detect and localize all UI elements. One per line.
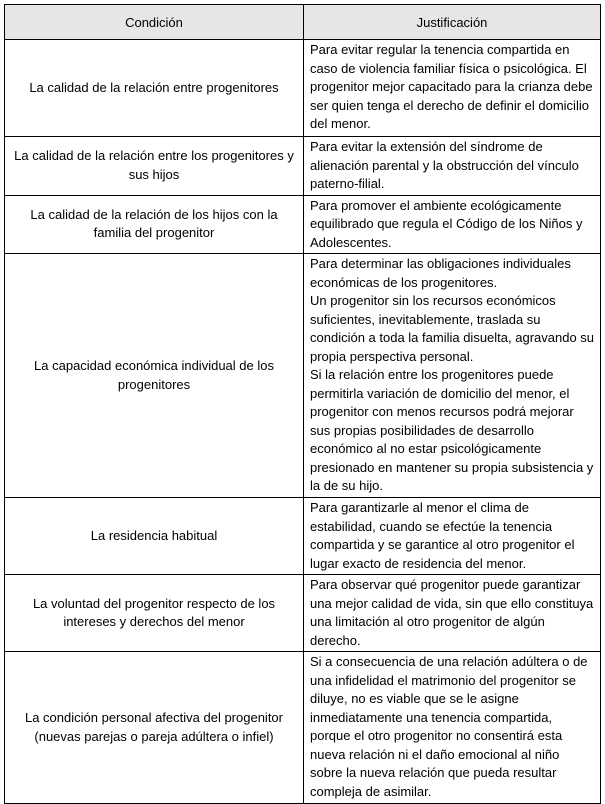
condition-cell: La voluntad del progenitor respecto de los intereses y derechos del menor [5, 575, 304, 652]
justification-cell [304, 652, 601, 804]
justification-paragraph: Un progenitor sin los recursos económicos suficientes, inevitablemente, traslada su condición a toda la familia disuelta, agravando su propia perspectiva personal. [310, 293, 595, 364]
condition-cell: La residencia habitual [5, 498, 304, 575]
justification-paragraph: Para evitar regular la tenencia compartida en caso de violencia familiar física o psicológica. El progenitor mejor capacitado para la crianza debe ser quien tenga el derecho de definir el domicilio del menor. [310, 42, 593, 131]
table-row [5, 498, 601, 575]
table-row [5, 195, 601, 254]
condition-cell: La calidad de la relación de los hijos con la familia del progenitor [5, 195, 304, 254]
table-row [5, 575, 601, 652]
condition-cell: La calidad de la relación entre progenitores [5, 40, 304, 137]
justification-paragraph: Si la relación entre los progenitores puede permitirla variación de domicilio del menor, el progenitor con menos recursos podrá mejorar sus propias posibilidades de desarrollo económico al no estar psicológicamente presionado en mantener su propia subsistencia y la de su hijo. [310, 367, 594, 493]
justification-paragraph: Para determinar las obligaciones individuales económicas de los progenitores. [310, 256, 571, 290]
justification-paragraph: Para garantizarle al menor el clima de estabilidad, cuando se efectúe la tenencia compartida y se garantice al otro progenitor el lugar exacto de residencia del menor. [310, 500, 575, 571]
justification-cell [304, 195, 601, 254]
table-row [5, 254, 601, 498]
justification-cell [304, 137, 601, 196]
justification-paragraph: Para promover el ambiente ecológicamente equilibrado que regula el Código de los Niños y Adolescentes. [310, 197, 583, 250]
header-row [5, 5, 601, 40]
condition-cell: La calidad de la relación entre los progenitores y sus hijos [5, 137, 304, 196]
justification-cell [304, 575, 601, 652]
justification-paragraph: Para observar qué progenitor puede garantizar una mejor calidad de vida, sin que ello constituya una limitación al otro progenitor de algún derecho. [310, 577, 594, 648]
condition-cell: La condición personal afectiva del progenitor (nuevas parejas o pareja adúltera o infiel) [5, 652, 304, 804]
table-row [5, 137, 601, 196]
condition-cell: La capacidad económica individual de los progenitores [5, 254, 304, 498]
table-row [5, 652, 601, 804]
justification-cell [304, 40, 601, 137]
justification-paragraph: Si a consecuencia de una relación adúltera o de una infidelidad el matrimonio del progenitor se diluye, no es viable que se le asigne inmediatamente una tenencia compartida, porque el otro progenitor no consentirá esta nueva relación ni el daño emocional al niño sobre la nueva relación que pueda resultar compleja de asimilar. [310, 654, 588, 799]
justification-paragraph: Para evitar la extensión del síndrome de alienación parental y la obstrucción del vínculo paterno-filial. [310, 139, 579, 191]
justification-cell [304, 254, 601, 498]
header-condition: Condición [5, 5, 304, 40]
header-justification: Justificación [304, 5, 601, 40]
justification-cell [304, 498, 601, 575]
table-row [5, 40, 601, 137]
conditions-table [4, 4, 601, 804]
